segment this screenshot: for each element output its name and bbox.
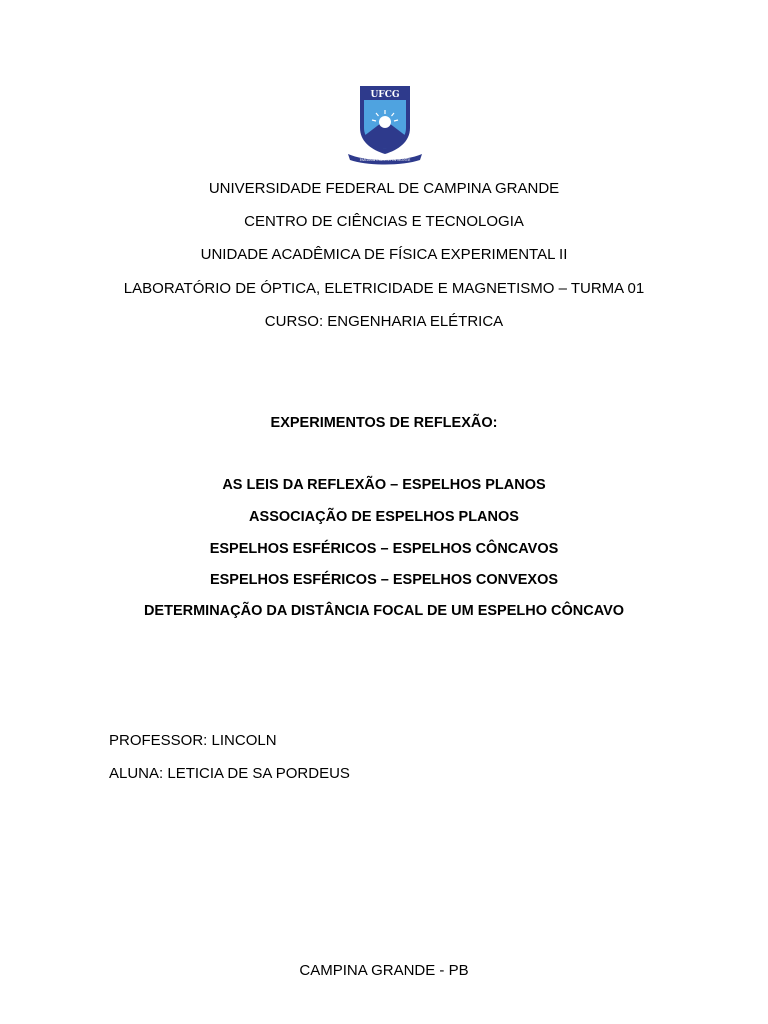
center-name: CENTRO DE CIÊNCIAS E TECNOLOGIA [244,213,524,230]
topic-item: DETERMINAÇÃO DA DISTÂNCIA FOCAL DE UM ESPELHO CÔNCAVO [143,603,625,619]
topic-item: ASSOCIAÇÃO DE ESPELHOS PLANOS [249,509,519,525]
student-name: ALUNA: LETICIA DE SA PORDEUS [109,765,350,782]
university-name: UNIVERSIDADE FEDERAL DE CAMPINA GRANDE [208,180,560,197]
course-name: CURSO: ENGENHARIA ELÉTRICA [264,313,504,330]
laboratory-name: LABORATÓRIO DE ÓPTICA, ELETRICIDADE E MAGNETISMO – TURMA 01 [123,280,645,297]
document-title: EXPERIMENTOS DE REFLEXÃO: [270,415,498,431]
svg-text:UFCG: UFCG [370,90,400,100]
footer-city: CAMPINA GRANDE - PB [299,962,469,979]
academic-unit: UNIDADE ACADÊMICA DE FÍSICA EXPERIMENTAL II [200,246,568,263]
topic-item: ESPELHOS ESFÉRICOS – ESPELHOS CONVEXOS [209,572,559,588]
svg-text:PANDEIA CRESCIT IN MONTE: PANDEIA CRESCIT IN MONTE [359,158,411,162]
professor-name: PROFESSOR: LINCOLN [109,732,277,749]
topic-item: ESPELHOS ESFÉRICOS – ESPELHOS CÔNCAVOS [209,541,559,557]
ufcg-logo [346,84,424,166]
topic-item: AS LEIS DA REFLEXÃO – ESPELHOS PLANOS [222,477,546,493]
